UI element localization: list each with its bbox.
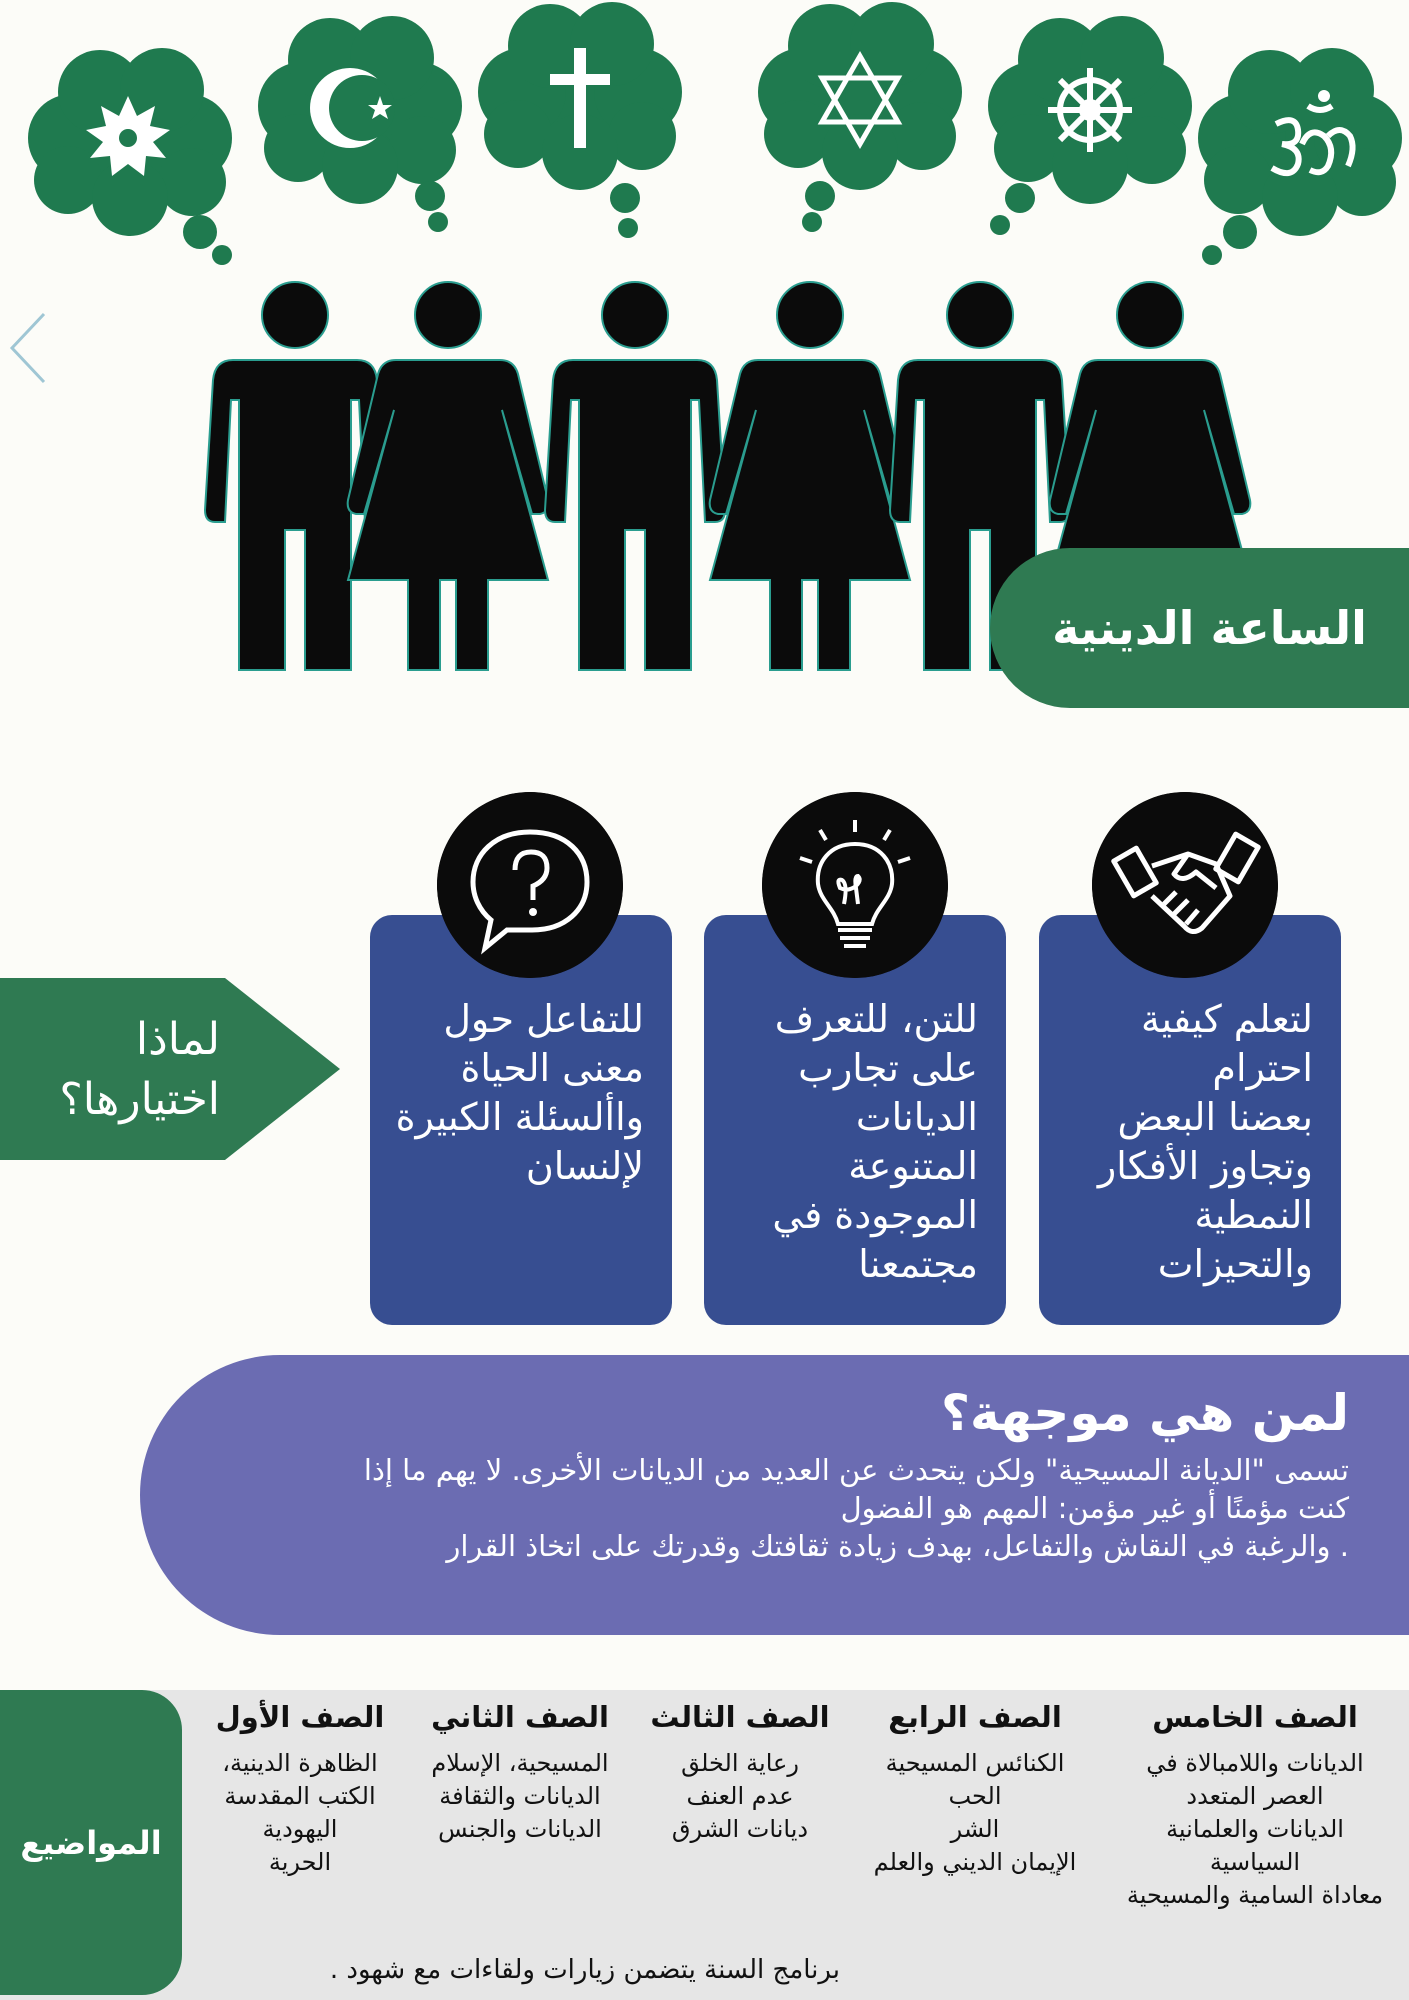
person-man (545, 282, 725, 670)
why-label-line2: اختيارها؟ (59, 1074, 220, 1125)
topic-item: الشر (950, 1815, 1000, 1843)
dharma-wheel-icon (1048, 68, 1132, 152)
audience-panel (140, 1355, 1409, 1635)
why-label-line1: لماذا (135, 1014, 220, 1065)
topic-item: العصر المتعدد (1186, 1782, 1324, 1810)
topic-item: السياسية (1209, 1848, 1301, 1876)
topic-item: المسيحية، الإسلام (431, 1749, 609, 1777)
topic-item: الكتب المقدسة (224, 1782, 376, 1810)
audience-line: . والرغبة في النقاش والتفاعل، بهدف زيادة ثقافتك وقدرتك على اتخاذ القرار (446, 1529, 1349, 1563)
why-card-respect: لتعلم كيفية احترام بعضنا البعض وتجاوز الأفكار النمطية والتحيزات (1039, 915, 1341, 1325)
page-title: الساعة الدينية (990, 548, 1409, 708)
audience-line: كنت مؤمنًا أو غير مؤمن: المهم هو الفضول (840, 1491, 1349, 1525)
person-woman (348, 282, 549, 670)
topic-item: الديانات واللامبالاة في (1146, 1749, 1364, 1777)
thought-cloud (758, 2, 962, 190)
previous-arrow-icon[interactable] (4, 308, 50, 388)
topics-label: المواضيع (0, 1690, 182, 1995)
topic-item: الحرية (268, 1848, 332, 1876)
topic-item: الكنائس المسيحية (885, 1749, 1065, 1777)
question-bubble-icon (437, 792, 623, 978)
topic-item: الإيمان الديني والعلم (873, 1848, 1077, 1876)
why-card-meaning: للتفاعل حول معنى الحياة واألسئلة الكبيرة لإلنسان (370, 915, 672, 1325)
grade-second (410, 1695, 630, 1846)
grade-title: الصف الأول (215, 1700, 385, 1734)
person-woman (710, 282, 911, 670)
audience-line: تسمى "الديانة المسيحية" ولكن يتحدث عن العديد من الديانات الأخرى. لا يهم ما إذا (363, 1453, 1349, 1487)
topic-item: الديانات والثقافة (439, 1782, 601, 1810)
grade-first (200, 1695, 400, 1879)
topic-item: عدم العنف (686, 1782, 794, 1810)
lightbulb-icon (762, 792, 948, 978)
topic-item: اليهودية (262, 1815, 338, 1843)
topic-item: رعاية الخلق (681, 1749, 799, 1777)
topic-item: الحب (948, 1782, 1002, 1810)
topic-item: الظاهرة الدينية، (222, 1749, 378, 1777)
topic-item: ديانات الشرق (671, 1815, 809, 1843)
why-card-religions: للتن، للتعرف على تجارب الديانات المتنوعة الموجودة في مجتمعنا (704, 915, 1006, 1325)
grade-title: الصف الثاني (431, 1700, 609, 1734)
topic-item: الديانات والجنس (438, 1815, 602, 1843)
grade-third (640, 1695, 840, 1846)
audience-heading: لمن هي موجهة؟ (940, 1384, 1349, 1442)
grade-title: الصف الرابع (888, 1700, 1062, 1734)
grade-fifth (1110, 1695, 1400, 1912)
grade-title: الصف الخامس (1152, 1700, 1358, 1734)
topic-item: الديانات والعلمانية (1166, 1815, 1344, 1843)
program-note: برنامج السنة يتضمن زيارات ولقاءات مع شهود . (329, 1955, 840, 1985)
why-label (0, 1000, 220, 1140)
handshake-icon (1092, 792, 1278, 978)
grade-fourth (860, 1695, 1090, 1879)
grade-title: الصف الثالث (650, 1700, 830, 1734)
topic-item: معاداة السامية والمسيحية (1126, 1881, 1384, 1909)
